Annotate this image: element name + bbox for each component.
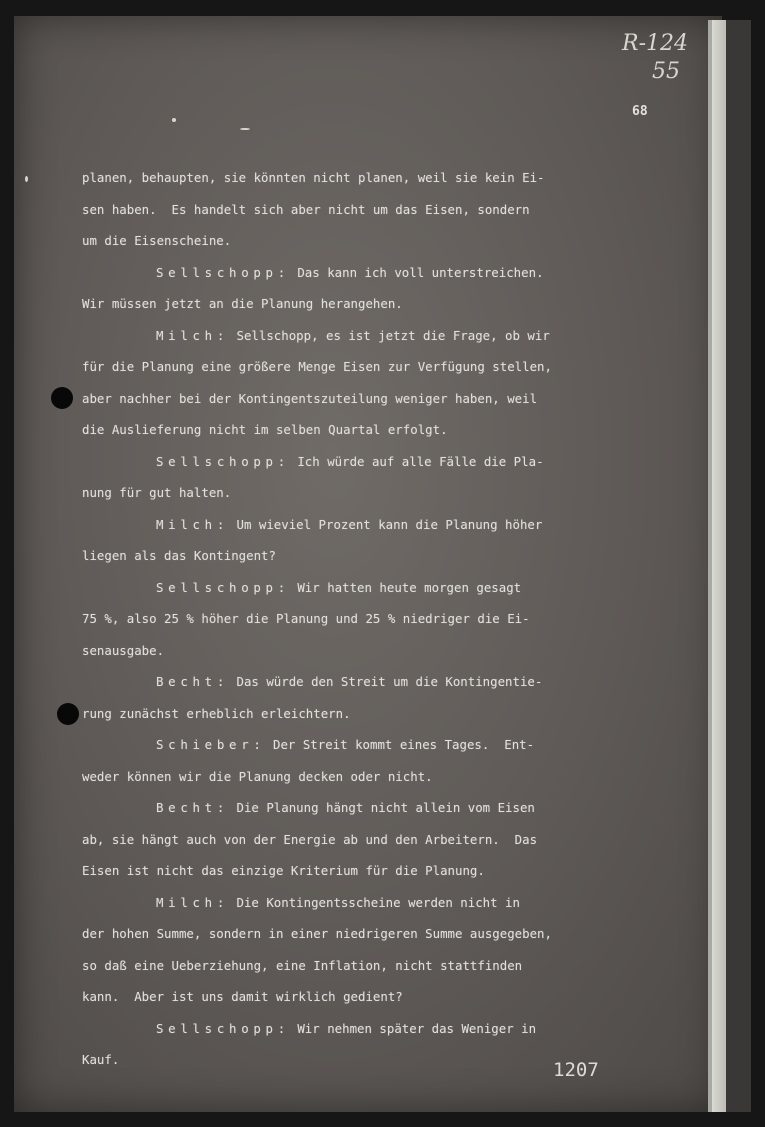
text-line [82, 162, 672, 194]
line-text: die Auslieferung nicht im selben Quartal erfolgt. [82, 422, 448, 437]
scan-speck [172, 118, 176, 122]
archive-reference-annotation [622, 30, 710, 92]
line-text: Das würde den Streit um die Kontingentie- [229, 674, 543, 689]
text-line [82, 257, 672, 289]
line-text: Wir hatten heute morgen gesagt [289, 579, 522, 595]
line-text: planen, behaupten, sie könnten nicht planen, weil sie kein Ei- [82, 170, 545, 185]
page-number: 68 [632, 104, 648, 119]
line-text: weder können wir die Planung decken oder nicht. [82, 768, 433, 784]
text-line [82, 320, 672, 352]
archive-ref-line-1: R-124 [622, 31, 688, 56]
text-line [82, 792, 672, 824]
speaker-name: Sellschopp: [156, 453, 290, 469]
text-line [82, 1013, 672, 1045]
text-line [82, 225, 672, 257]
text-line [82, 950, 672, 982]
text-line [82, 509, 672, 541]
line-text: aber nachher bei der Kontingentszuteilung weniger haben, weil [82, 390, 538, 406]
text-line [82, 383, 672, 415]
text-line [82, 981, 672, 1013]
text-line [82, 572, 672, 604]
text-line [82, 288, 672, 320]
line-text: Das kann ich voll unterstreichen. [289, 264, 544, 280]
line-text: so daß eine Ueberziehung, eine Inflation, nicht stattfinden [82, 957, 523, 973]
line-text: Eisen ist nicht das einzige Kriterium für die Planung. [82, 863, 485, 878]
line-text: Der Streit kommt eines Tages. Ent- [265, 737, 535, 752]
line-text: liegen als das Kontingent? [82, 548, 276, 563]
punch-hole-bottom [57, 703, 79, 725]
scan-speck [240, 128, 250, 130]
line-text: sen haben. Es handelt sich aber nicht um das Eisen, sondern [82, 201, 530, 217]
speaker-name: Becht: [156, 800, 230, 815]
text-line [82, 446, 672, 478]
archive-ref-line-2: 55 [652, 59, 680, 84]
line-text: kann. Aber ist uns damit wirklich gedient? [82, 989, 403, 1004]
speaker-name: Schieber: [156, 737, 266, 752]
text-line [82, 887, 672, 919]
punch-hole-top [51, 387, 73, 409]
scan-speck [25, 176, 28, 182]
line-text: um die Eisenscheine. [82, 233, 232, 248]
line-text: Um wieviel Prozent kann die Planung höher [229, 516, 543, 532]
text-line [82, 194, 672, 226]
line-text: ab, sie hängt auch von der Energie ab und den Arbeitern. Das [82, 831, 538, 847]
line-text: der hohen Summe, sondern in einer niedrigeren Summe ausgegeben, [82, 926, 552, 941]
speaker-name: Sellschopp: [156, 579, 290, 595]
speaker-name: Sellschopp: [156, 1020, 290, 1036]
line-text: Die Planung hängt nicht allein vom Eisen [229, 800, 535, 815]
scan-border [726, 20, 751, 1112]
text-line [82, 761, 672, 793]
text-line [82, 666, 672, 698]
text-line [82, 351, 672, 383]
line-text: Wir nehmen später das Weniger in [289, 1020, 537, 1036]
line-text: für die Planung eine größere Menge Eisen zur Verfügung stellen, [82, 359, 552, 374]
text-line [82, 540, 672, 572]
text-line [82, 477, 672, 509]
text-line [82, 698, 672, 730]
line-text: Sellschopp, es ist jetzt die Frage, ob wir [229, 327, 550, 343]
speaker-name: Becht: [156, 674, 230, 689]
text-line [82, 918, 672, 950]
speaker-name: Milch: [156, 327, 230, 343]
line-text: Ich würde auf alle Fälle die Pla- [289, 453, 544, 469]
document-id-stamp: 1207 [553, 1059, 599, 1081]
text-line [82, 635, 672, 667]
line-text: Kauf. [82, 1052, 120, 1067]
text-line [82, 824, 672, 856]
speaker-name: Milch: [156, 894, 230, 910]
text-line [82, 855, 672, 887]
line-text: Wir müssen jetzt an die Planung herangehen. [82, 296, 403, 311]
speaker-name: Milch: [156, 516, 230, 532]
line-text: Die Kontingentsscheine werden nicht in [229, 894, 520, 910]
line-text: senausgabe. [82, 642, 165, 658]
line-text: rung zunächst erheblich erleichtern. [82, 705, 351, 721]
line-text: 75 %, also 25 % höher die Planung und 25 % niedriger die Ei- [82, 611, 530, 626]
transcript-body [82, 162, 672, 1076]
text-line [82, 603, 672, 635]
speaker-name: Sellschopp: [156, 264, 290, 280]
paper-edge [708, 20, 726, 1112]
text-line [82, 414, 672, 446]
line-text: nung für gut halten. [82, 485, 232, 500]
text-line [82, 729, 672, 761]
